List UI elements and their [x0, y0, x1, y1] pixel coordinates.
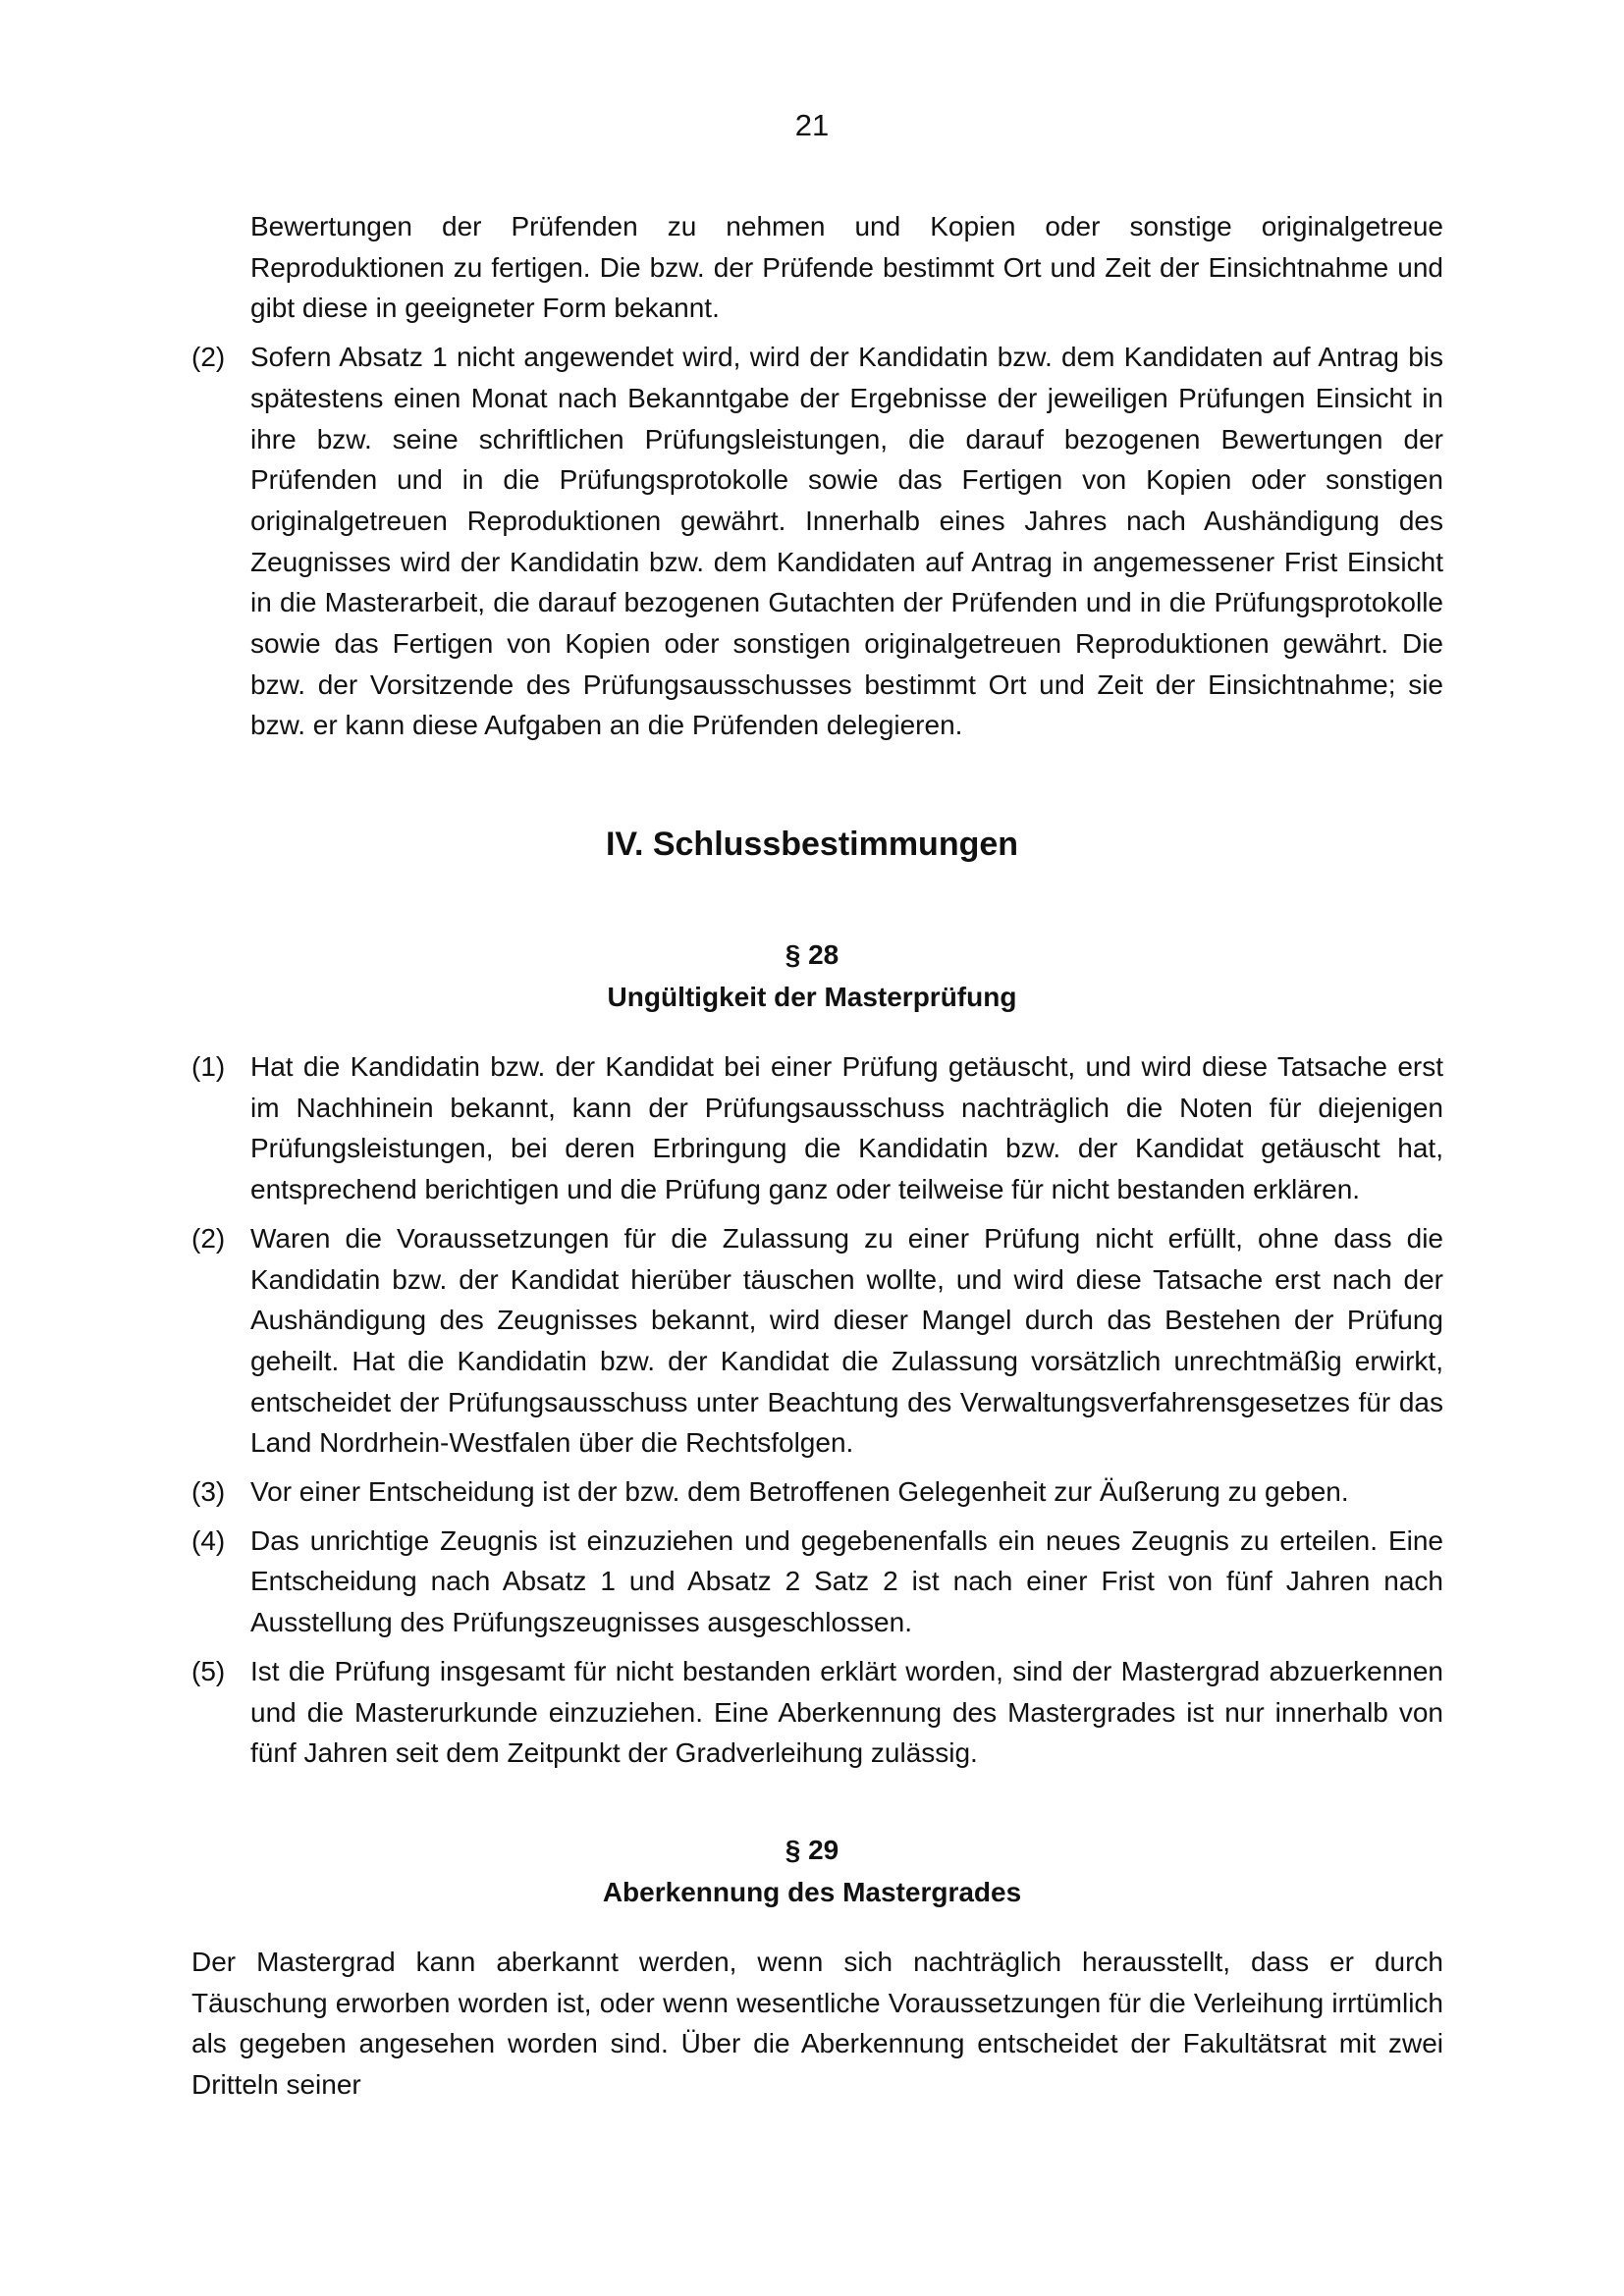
section-title: Aberkennung des Mastergrades [602, 1877, 1022, 1907]
part-heading: IV. Schlussbestimmungen [605, 826, 1019, 863]
section-28-body [191, 1046, 1443, 1774]
item-text: Hat die Kandidatin bzw. der Kandidat bei einer Prüfung getäuscht, und wird diese Tatsache erst im Nachhinein bekannt, kann der Prüfungsausschuss nachträglich die Noten für diejenigen Prüfungsleistungen, bei deren Erbringung die Kandidatin bzw. der Kandidat getäuscht hat, entsprechend berichtigen und die Prüfung ganz oder teilweise für nicht bestanden erklären. [250, 1051, 1443, 1205]
previous-section-continuation [191, 206, 1443, 746]
section-29-paragraph: Der Mastergrad kann aberkannt werden, wenn sich nachträglich herausstellt, dass er durch Täuschung erworben worden ist, oder wenn wesentliche Voraussetzungen für die Verleihung irrtümlich als gegeben angesehen worden sind. Über die Aberkennung entscheidet der Fakultätsrat mit zwei Dritteln seiner [191, 1947, 1443, 2101]
list-item [191, 1218, 1443, 1464]
item-text: Vor einer Entscheidung ist der bzw. dem Betroffenen Gelegenheit zur Äußerung zu geben. [250, 1476, 1349, 1508]
section-number: § 28 [785, 939, 839, 970]
list-item [191, 337, 1443, 746]
section-29-heading [0, 1829, 1624, 1913]
item-number: (2) [191, 342, 226, 373]
item-text: Sofern Absatz 1 nicht angewendet wird, wird der Kandidatin bzw. dem Kandidaten auf Antrag bis spätestens einen Monat nach Bekanntgabe der Ergebnisse der jeweiligen Prüfungen Einsicht in ihre bzw. seine schriftlichen Prüfungsleistungen, die darauf bezogenen Bewertungen der Prüfenden und in die Prüfungsprotokolle sowie das Fertigen von Kopien oder sonstigen originalgetreuen Reproduktionen gewährt. Innerhalb eines Jahres nach Aushändigung des Zeugnisses wird der Kandidatin bzw. dem Kandidaten auf Antrag in angemessener Frist Einsicht in die Masterarbeit, die darauf bezogenen Gutachten der Prüfenden und in die Prüfungsprotokolle sowie das Fertigen von Kopien oder sonstigen originalgetreuen Reproduktionen gewährt. Die bzw. der Vorsitzende des Prüfungsausschusses bestimmt Ort und Zeit der Einsichtnahme; sie bzw. er kann diese Aufgaben an die Prüfenden delegieren. [250, 342, 1443, 741]
item-number: (3) [191, 1476, 226, 1508]
section-number: § 29 [785, 1835, 839, 1865]
item-number: (2) [191, 1222, 226, 1254]
item-number: (4) [191, 1524, 226, 1556]
list-item [191, 1521, 1443, 1643]
list-item [191, 1471, 1443, 1513]
page-number: 21 [794, 108, 830, 142]
section-28-heading [0, 934, 1624, 1018]
list-item [191, 1651, 1443, 1774]
section-title: Ungültigkeit der Masterprüfung [607, 982, 1017, 1012]
item-number: (5) [191, 1655, 226, 1686]
list-item [191, 1046, 1443, 1210]
item-text: Waren die Voraussetzungen für die Zulassung zu einer Prüfung nicht erfüllt, ohne dass die Kandidatin bzw. der Kandidat hierüber täuschen wollte, und wird diese Tatsache erst nach der Aushändigung des Zeugnisses bekannt, wird dieser Mangel durch das Bestehen der Prüfung geheilt. Hat die Kandidatin bzw. der Kandidat die Zulassung vorsätzlich unrechtmäßig erwirkt, entscheidet der Prüfungsausschuss unter Beachtung des Verwaltungsverfahrensgesetzes für das Land Nordrhein-Westfalen über die Rechtsfolgen. [250, 1222, 1443, 1459]
item-number: (1) [191, 1051, 226, 1082]
item-text: Ist die Prüfung insgesamt für nicht bestanden erklärt worden, sind der Mastergrad abzuerkennen und die Masterurkunde einzuziehen. Eine Aberkennung des Mastergrades ist nur innerhalb von fünf Jahren seit dem Zeitpunkt der Gradverleihung zulässig. [250, 1655, 1443, 1769]
continuation-paragraph: Bewertungen der Prüfenden zu nehmen und Kopien oder sonstige originalgetreue Reproduktionen zu fertigen. Die bzw. der Prüfende bestimmt Ort und Zeit der Einsichtnahme und gibt diese in geeigneter Form bekannt. [250, 211, 1443, 324]
section-29-body [191, 1942, 1443, 2106]
item-text: Das unrichtige Zeugnis ist einzuziehen und gegebenenfalls ein neues Zeugnis zu erteilen. Eine Entscheidung nach Absatz 1 und Absatz 2 Satz 2 ist nach einer Frist von fünf Jahren nach Ausstellung des Prüfungszeugnisses ausgeschlossen. [250, 1524, 1443, 1638]
